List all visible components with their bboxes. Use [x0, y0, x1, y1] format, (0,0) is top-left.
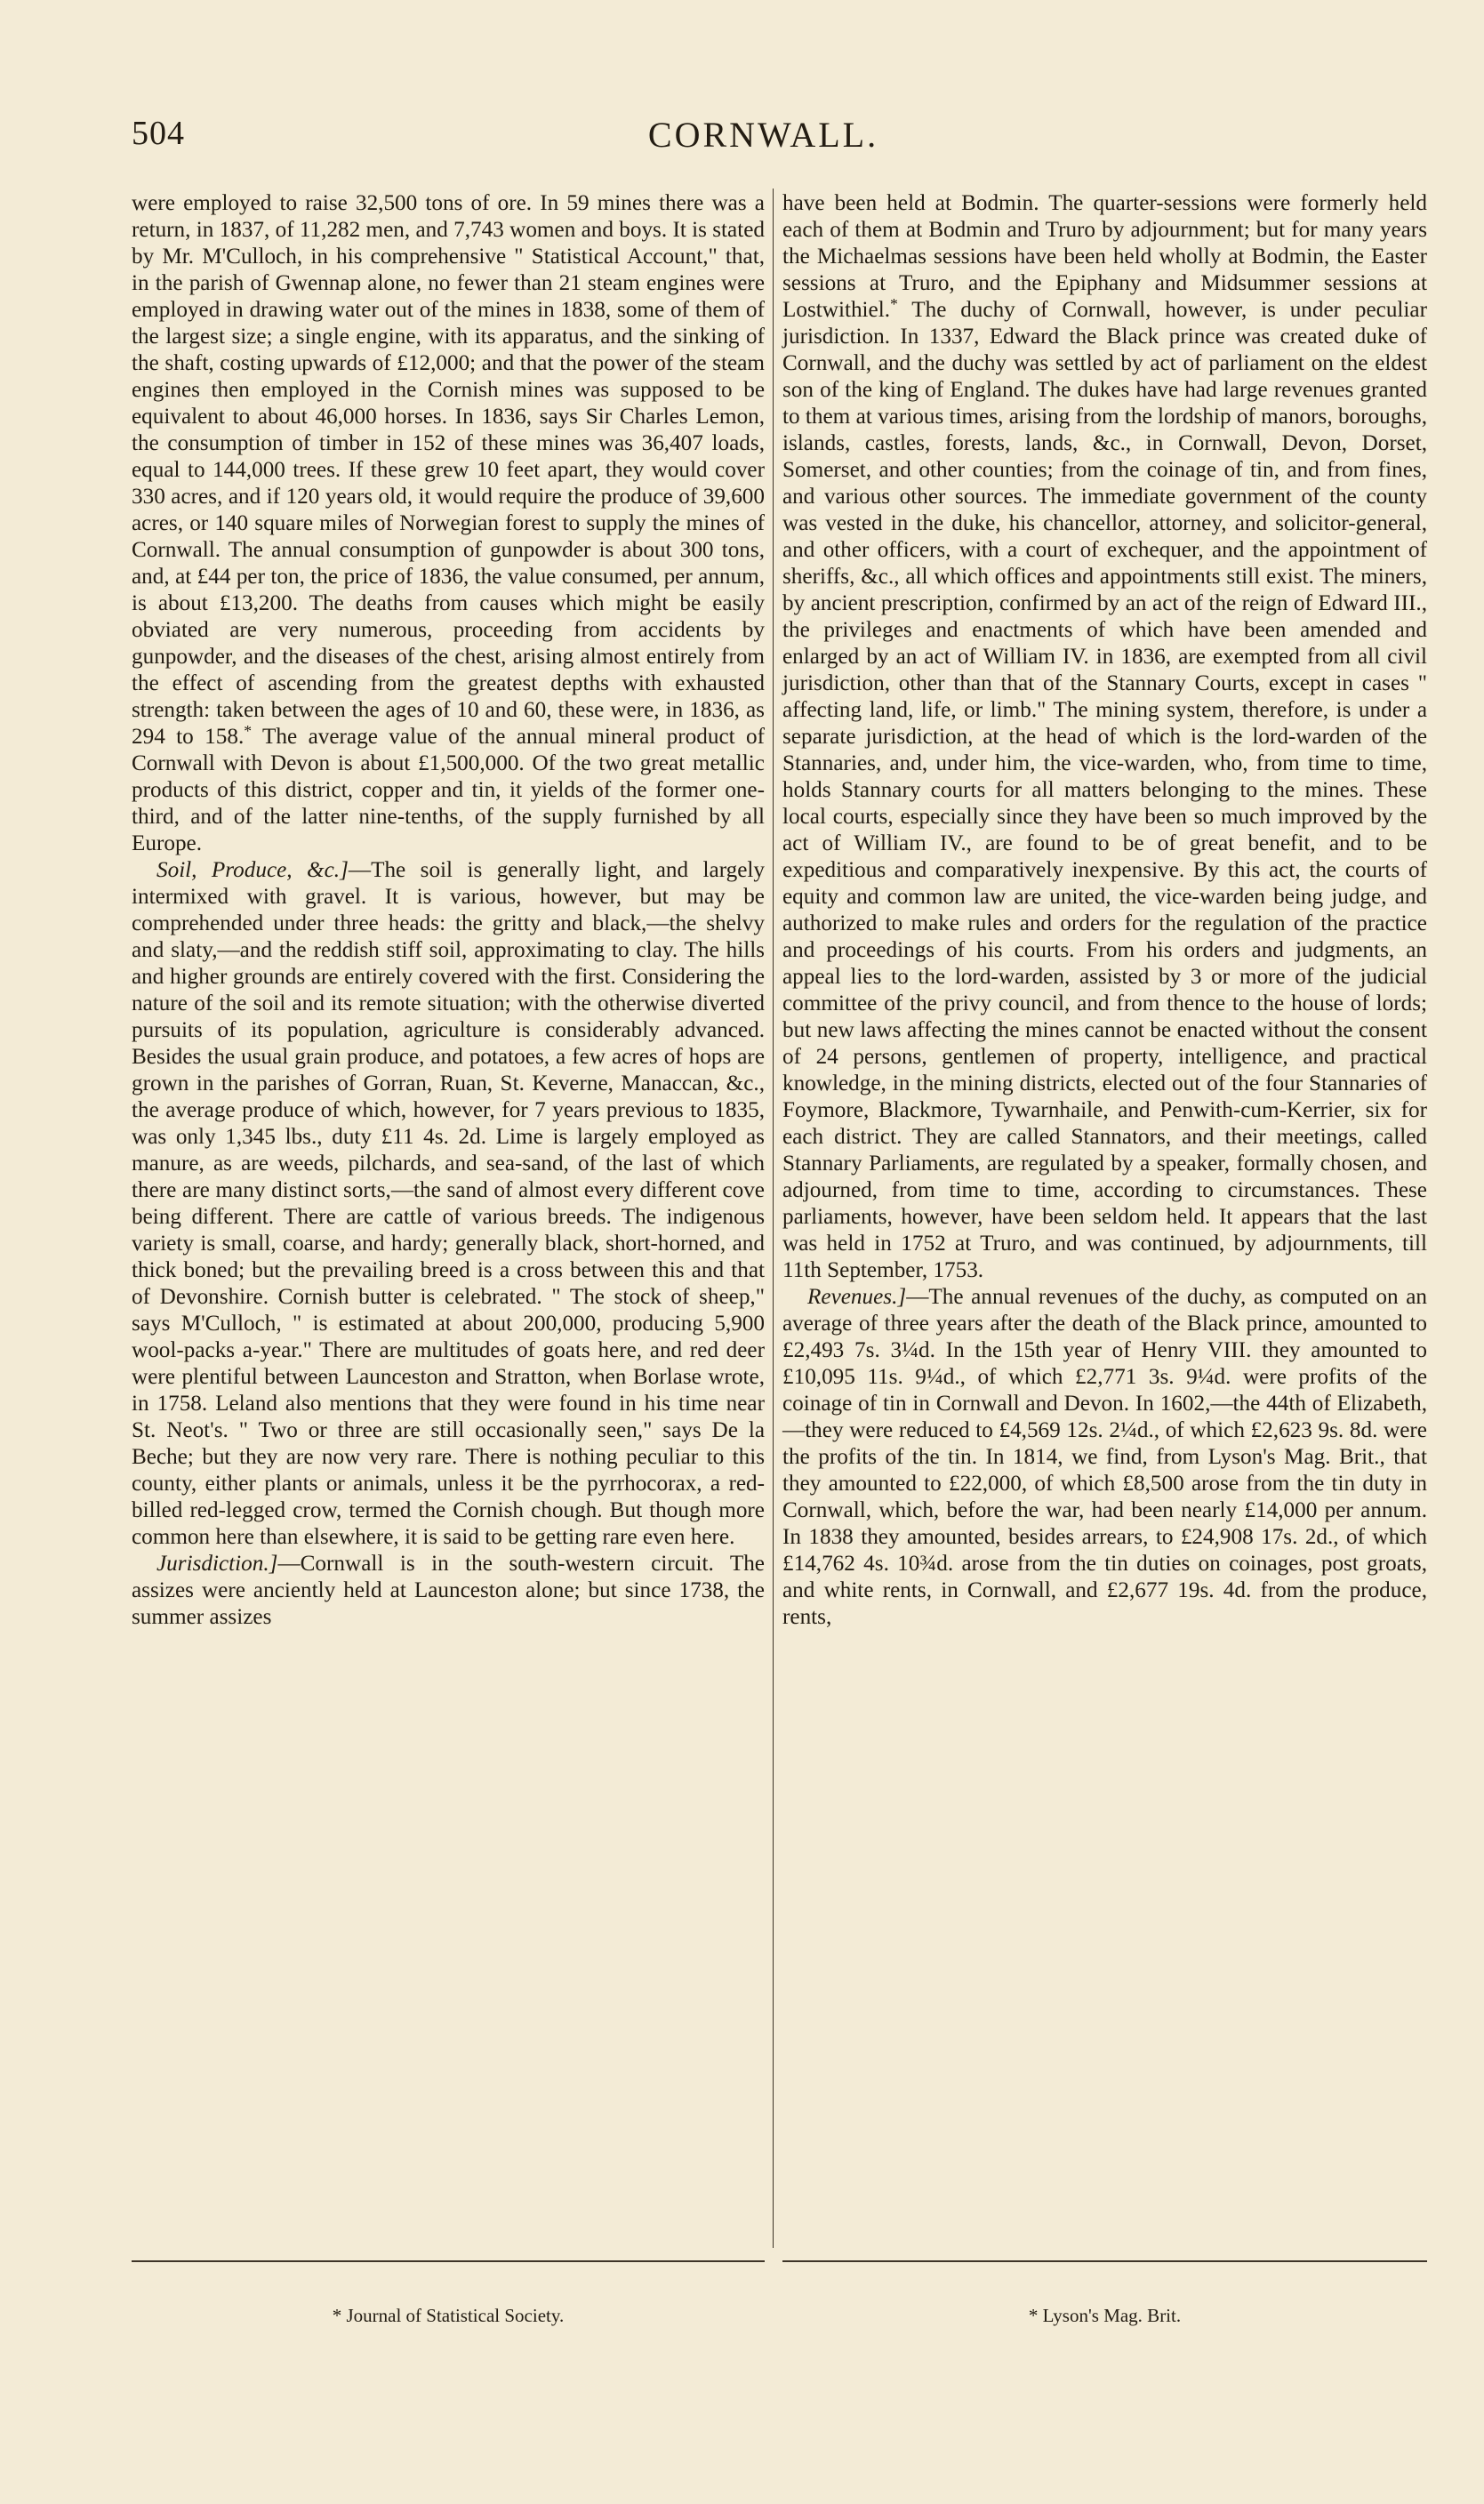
paragraph-text: were employed to raise 32,500 tons of ore. In 59 mines there was a return, in 1837, of 11,282 men, and 7,743 women and boys. It is stated by Mr. M'Culloch, in his comprehensive " Statistical Account," that, in the parish of Gwennap alone, no fewer than 21 steam engines were employed in drawing water out of the mines in 1838, some of them of the largest size; a single engine, with its apparatus, and the sinking of the shaft, costing upwards of £12,000; and that the power of the steam engines then employed in the Cornish mines was supposed to be equivalent to about 46,000 horses. In 1836, says Sir Charles Lemon, the consumption of timber in 152 of these mines was 36,407 loads, equal to 144,000 trees. If these grew 10 feet apart, they would cover 330 acres, and if 120 years old, it would require the produce of 39,600 acres, or 140 square miles of Norwegian forest to supply the mines of Cornwall. The annual consumption of gunpowder is about 300 tons, and, at £44 per ton, the price of 1836, the value consumed, per annum, is about £13,200. The deaths from causes which might be easily obviated are very numerous, proceeding from accidents by gunpowder, and the diseases of the chest, arising almost entirely from the effect of ascending from the greatest depths with exhausted strength: taken between the ages of 10 and 60, these were, in 1836, as 294 to 158. [132, 191, 765, 749]
section-heading: Revenues.] [807, 1285, 907, 1309]
section-jurisdiction [132, 1551, 765, 1631]
column-divider [773, 189, 774, 2248]
section-text: —The annual revenues of the duchy, as computed on an average of three years after the death of the Black prince, amounted to £2,493 7s. 3¼d. In the 15th year of Henry VIII. they amounted to £10,095 11s. 9¼d., of which £2,771 3s. 9¼d. were profits of the coinage of tin in Cornwall and Devon. In 1602,—the 44th of Elizabeth,—they were reduced to £4,569 12s. 2¼d., of which £2,623 9s. 8d. were the profits of the tin. In 1814, we find, from Lyson's Mag. Brit., that they amounted to £22,000, of which £8,500 arose from the tin duty in Cornwall, which, before the war, had been nearly £14,000 per annum. In 1838 they amounted, besides arrears, to £24,908 17s. 2d., of which £14,762 4s. 10¾d. arose from the tin duties on coinages, post groats, and white rents, in Cornwall, and £2,677 19s. 4d. from the produce, rents, [782, 1285, 1427, 1629]
paragraph-text: The average value of the annual mineral product of Cornwall with Devon is about £1,500,000. Of the two great metallic products of this district, copper and tin, it yields of the former one-third, and of the latter nine-tenths, of the supply furnished by all Europe. [132, 725, 766, 855]
page-header [132, 114, 1395, 167]
running-title: CORNWALL. [647, 115, 879, 155]
section-text: —Cornwall is in the south-western circuit. The assizes were anciently held at Launceston alone; but since 1738, the summer assizes [132, 1552, 765, 1629]
footnote-marker: * [890, 295, 898, 314]
footnote-marker: * [244, 722, 253, 741]
section-text: —The soil is generally light, and largely intermixed with gravel. It is various, however, but may be comprehended under three heads: the gritty and black,—the shelvy and slaty,—and the reddish stiff soil, approximating to clay. The hills and higher grounds are entirely covered with the first. Considering the nature of the soil and its remote situation; with the otherwise diverted pursuits of its population, agriculture is considerably advanced. Besides the usual grain produce, and potatoes, a few acres of hops are grown in the parishes of Gorran, Ruan, St. Keverne, Manaccan, &c., the average produce of which, however, for 7 years previous to 1835, was only 1,345 lbs., duty £11 4s. 2d. Lime is largely employed as manure, as are weeds, pilchards, and sea-sand, of the last of which there are many distinct sorts,—the sand of almost every different cove being different. There are cattle of various breeds. The indigenous variety is small, coarse, and hardy; generally black, short-horned, and thick boned; but the prevailing breed is a cross between this and that of Devonshire. Cornish butter is celebrated. " The stock of sheep," says M'Culloch, " is estimated at about 200,000, producing 5,900 wool-packs a-year." There are multitudes of goats here, and red deer were plentiful between Launceston and Stratton, when Borlase wrote, in 1758. Leland also mentions that they were found in his time near St. Neot's. " Two or three are still occasionally seen," says De la Beche; but they are now very rare. There is nothing peculiar to this county, either plants or animals, unless it be the pyrrhocorax, a red-billed red-legged crow, termed the Cornish chough. But though more common here than elsewhere, it is said to be getting rare even here. [132, 858, 765, 1549]
paragraph-text: have been held at Bodmin. The quarter-sessions were formerly held each of them at Bodmin and Truro by adjournment; but for many years the Michaelmas sessions have been held wholly at Bodmin, the Easter sessions at Truro, and the Epiphany and Midsummer sessions at Lostwithiel. [782, 191, 1427, 322]
footnote-divider [132, 2260, 765, 2262]
section-soil [132, 857, 765, 1551]
section-heading: Jurisdiction.] [156, 1552, 278, 1576]
paragraph [132, 190, 765, 857]
section-revenues [782, 1284, 1427, 1631]
footnote-right: * Lyson's Mag. Brit. [1028, 2305, 1182, 2326]
page-number: 504 [132, 115, 185, 152]
footnote-left: * Journal of Statistical Society. [332, 2305, 565, 2326]
left-column [132, 190, 765, 1631]
paragraph [782, 190, 1427, 1284]
paragraph-text: The duchy of Cornwall, however, is under peculiar jurisdiction. In 1337, Edward the Black prince was created duke of Cornwall, and the duchy was settled by act of parliament on the eldest son of the king of England. The dukes have had large revenues granted to them at various times, arising from the lordship of manors, boroughs, islands, castles, forests, lands, &c., in Cornwall, Devon, Dorset, Somerset, and other counties; from the coinage of tin, and from fines, and various other sources. The immediate government of the county was vested in the duke, his chancellor, attorney, and solicitor-general, and other officers, with a court of exchequer, and the appointment of sheriffs, &c., all which offices and appointments still exist. The miners, by ancient prescription, confirmed by an act of the reign of Edward III., the privileges and enactments of which have been amended and enlarged by an act of William IV. in 1836, are exempted from all civil jurisdiction, other than that of the Stannary Courts, except in cases " affecting land, life, or limb." The mining system, therefore, is under a separate jurisdiction, at the head of which is the lord-warden of the Stannaries, and, under him, the vice-warden, who, from time to time, holds Stannary courts for all matters belonging to the mines. These local courts, especially since they have been so much improved by the act of William IV., are found to be of great benefit, and to be expeditious and comparatively inexpensive. By this act, the courts of equity and common law are united, the vice-warden being judge, and authorized to make rules and orders for the regulation of the practice and proceedings of his courts. From his orders and judgments, an appeal lies to the lord-warden, assisted by 3 or more of the judicial committee of the privy council, and from thence to the house of lords; but new laws affecting the mines cannot be enacted without the consent of 24 persons, gentlemen of property, intelligence, and practical knowledge, in the mining districts, elected out of the four Stannaries of Foymore, Blackmore, Tywarnhaile, and Penwith-cum-Kerrier, six for each district. They are called Stannators, and their meetings, called Stannary Parliaments, are regulated by a speaker, formally chosen, and adjourned, from time to time, according to circumstances. These parliaments, however, have been seldom held. It appears that the last was held in 1752 at Truro, and was continued, by adjournments, till 11th September, 1753. [782, 298, 1427, 1282]
section-heading: Soil, Produce, &c.] [156, 858, 349, 882]
footnote-divider [782, 2260, 1427, 2262]
right-column [782, 190, 1427, 1631]
